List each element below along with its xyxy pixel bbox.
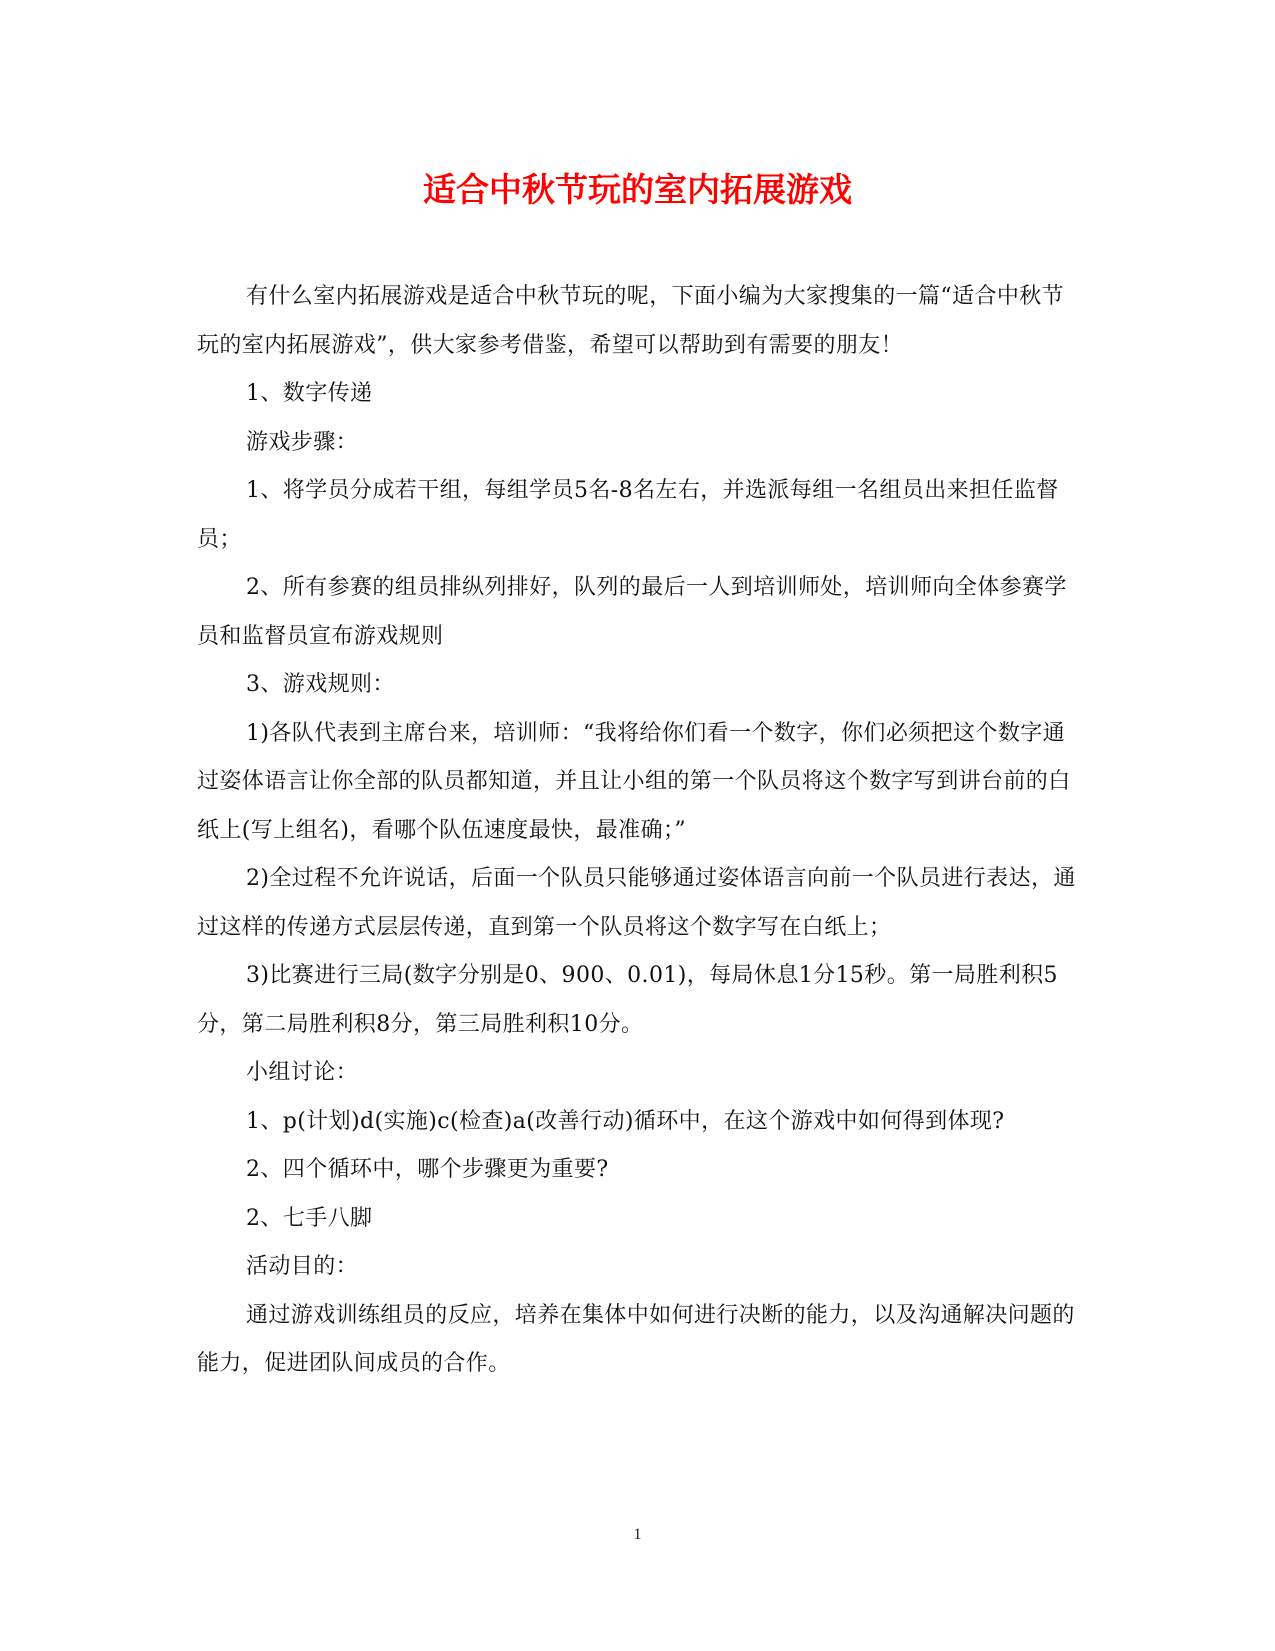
subheading-game-steps: 游戏步骤： <box>246 429 359 455</box>
subheading-activity-purpose: 活动目的： <box>246 1254 359 1279</box>
step-paragraph: 1、将学员分成若干组，每组学员5名-8名左右，并选派每组一名组员出来担任监督员； <box>197 478 1059 552</box>
discussion-question: 1、p(计划)d(实施)c(检查)a(改善行动)循环中，在这个游戏中如何得到体现? <box>246 1108 1005 1134</box>
subheading-group-discussion: 小组讨论： <box>246 1060 359 1085</box>
rule-paragraph: 1)各队代表到主席台来，培训师：“我将给你们看一个数字，你们必须把这个数字通过姿体语言让你全部的队员都知道，并且让小组的第一个队员将这个数字写到讲台前的白纸上(写上组名)，看哪个队伍速度最快，最准确；” <box>197 720 1071 843</box>
document-title: 适合中秋节玩的室内拓展游戏 <box>423 170 852 209</box>
rule-paragraph: 3)比赛进行三局(数字分别是0、900、0.01)，每局休息1分15秒。第一局胜利积5分，第二局胜利积8分，第三局胜利积10分。 <box>197 963 1058 1037</box>
document-body <box>197 273 1077 1389</box>
step-paragraph: 2、所有参赛的组员排纵列排好，队列的最后一人到培训师处，培训师向全体参赛学员和监督员宣布游戏规则 <box>197 575 1067 649</box>
step-paragraph: 3、游戏规则： <box>246 672 395 697</box>
section-heading-seven-hands: 2、七手八脚 <box>246 1205 373 1231</box>
section-heading-number-relay: 1、数字传递 <box>246 381 373 406</box>
page-number: 1 <box>633 1526 642 1543</box>
intro-paragraph: 有什么室内拓展游戏是适合中秋节玩的呢，下面小编为大家搜集的一篇“适合中秋节玩的室内拓展游戏”，供大家参考借鉴，希望可以帮助到有需要的朋友！ <box>197 284 1065 358</box>
purpose-paragraph: 通过游戏训练组员的反应，培养在集体中如何进行决断的能力，以及沟通解决问题的能力，促进团队间成员的合作。 <box>197 1302 1075 1376</box>
discussion-question: 2、四个循环中，哪个步骤更为重要? <box>246 1157 609 1182</box>
rule-paragraph: 2)全过程不允许说话，后面一个队员只能够通过姿体语言向前一个队员进行表达，通过这样的传递方式层层传递，直到第一个队员将这个数字写在白纸上； <box>197 866 1076 940</box>
